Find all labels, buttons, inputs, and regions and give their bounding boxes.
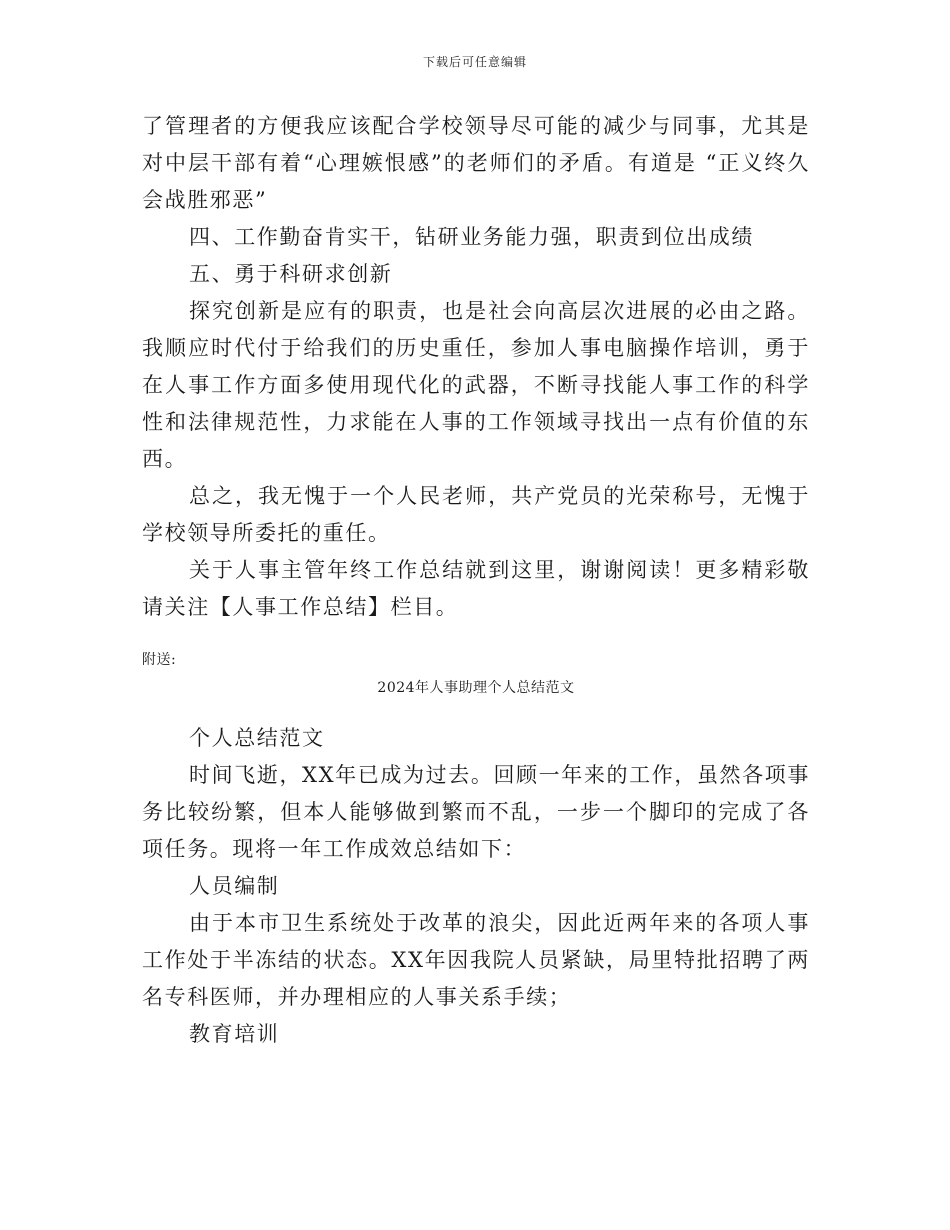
paragraph: 关于人事主管年终工作总结就到这里，谢谢阅读！更多精彩敬请关注【人事工作总结】栏目。	[142, 558, 810, 619]
paragraph: 由于本市卫生系统处于改革的浪尖，因此近两年来的各项人事工作处于半冻结的状态。XX年因我院人员紧缺，局里特批招聘了两名专科医师，并办理相应的人事关系手续；	[142, 911, 810, 1009]
paragraph: 了管理者的方便我应该配合学校领导尽可能的减少与同事，尤其是对中层干部有着“心理嫉恨感”的老师们的矛盾。有道是 “正义终久会战胜邪恶”	[142, 114, 810, 212]
paragraph: 四、工作勤奋肯实干，钻研业务能力强，职责到位出成绩	[189, 225, 754, 249]
text-block-2	[142, 720, 810, 1053]
text-block-1	[142, 108, 810, 626]
appendix-title: 2024年人事助理个人总结范文	[377, 680, 575, 696]
appendix-label: 附送:	[142, 652, 177, 668]
appendix-title-block	[142, 678, 810, 698]
paragraph: 五、勇于科研求创新	[189, 262, 393, 286]
appendix-label-block	[142, 650, 810, 670]
paragraph: 探究创新是应有的职责，也是社会向高层次进展的必由之路。我顺应时代付于给我们的历史重任，参加人事电脑操作培训，勇于在人事工作方面多使用现代化的武器，不断寻找能人事工作的科学性和法律规范性，力求能在人事的工作领域寻找出一点有价值的东西。	[142, 299, 810, 471]
paragraph: 时间飞逝，XX年已成为过去。回顾一年来的工作，虽然各项事务比较纷繁，但本人能够做到繁而不乱，一步一个脚印的完成了各项任务。现将一年工作成效总结如下：	[142, 763, 810, 861]
paragraph: 个人总结范文	[189, 726, 325, 750]
page-header: 下载后可任意编辑	[422, 55, 527, 69]
paragraph: 教育培训	[189, 1022, 280, 1046]
paragraph: 总之，我无愧于一个人民老师，共产党员的光荣称号，无愧于学校领导所委托的重任。	[142, 484, 810, 545]
paragraph: 人员编制	[189, 874, 280, 898]
